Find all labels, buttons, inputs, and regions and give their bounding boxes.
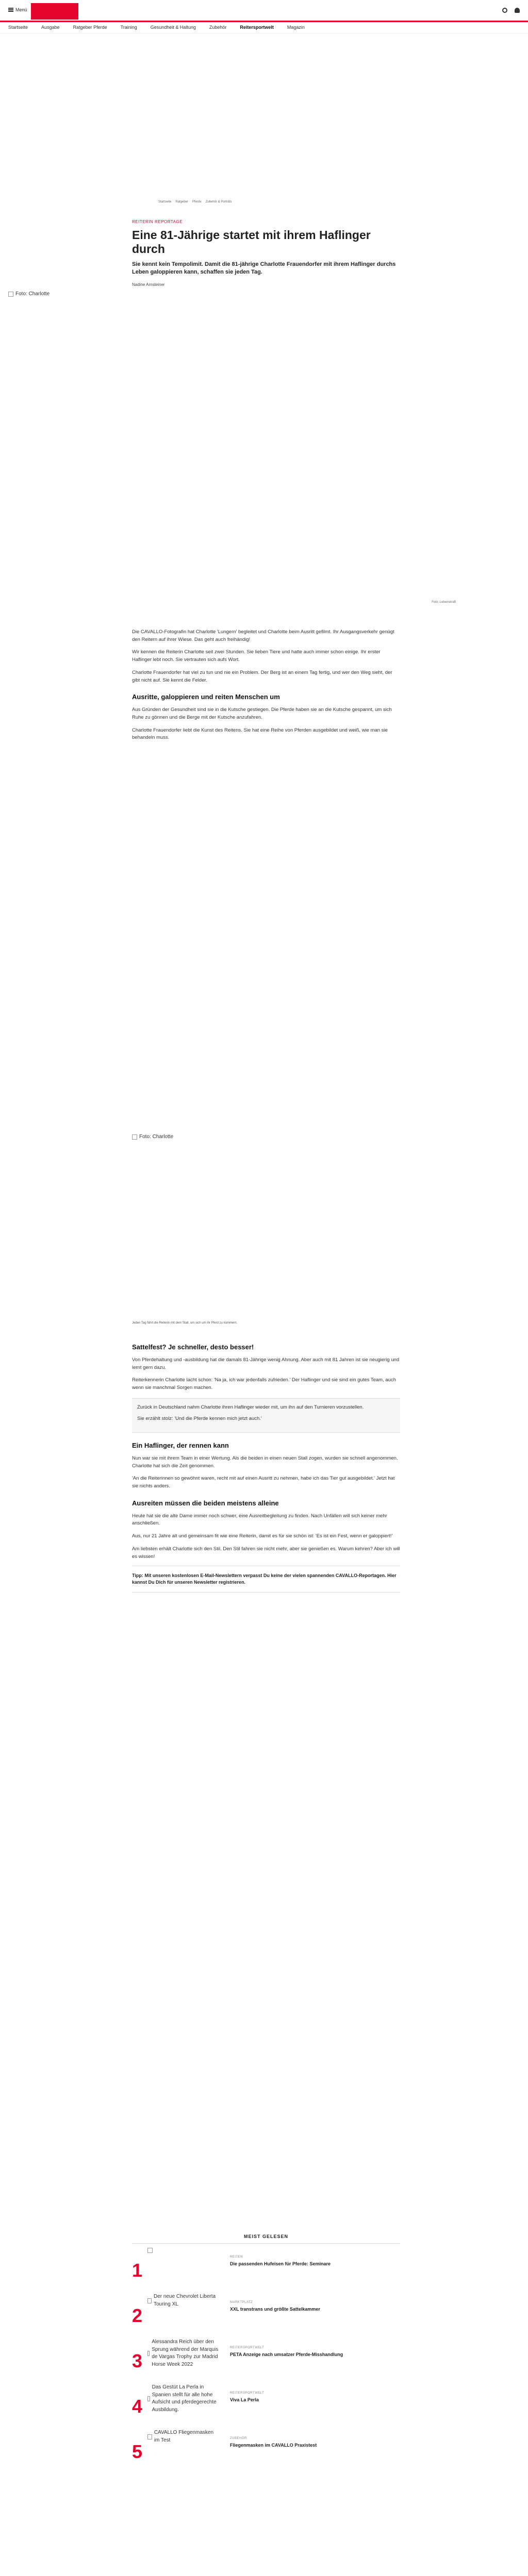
paragraph: Aus Gründen der Gesundheit sind sie in die Kutsche gestiegen. Die Pferde haben sie an die Kutsche gespannt, um sich Ruhe zu gönnen und die Berge mit der Kutsche anzufahren. [132,707,392,720]
nav-item-startseite[interactable]: Startseite [8,24,28,30]
broken-image-icon [147,2351,150,2356]
most-read-item[interactable] [132,2293,400,2334]
tipp-text[interactable]: Tipp: Mit unseren kostenlosen E-Mail-Newslettern verpasst Du keine der vielen spannenden CAVALLO-Reportagen. Hier kannst Du Dich für unseren Newsletter registrieren. [132,1573,397,1585]
teaser-headline[interactable]: Viva La Perla [230,2397,259,2402]
article-header [132,219,400,293]
paragraph: Charlotte Frauendorfer hat viel zu tun und nie ein Problem. Der Berg ist an einem Tag fertig, und wer den Weg sieht, der gibt nicht auf. Sie kennt die Felder. [132,669,392,683]
teaser-headline[interactable]: PETA Anzeige nach umsatzer Pferde-Misshandlung [230,2351,343,2357]
teaser-image[interactable] [147,2248,220,2284]
breadcrumb-item[interactable]: Pferde [192,200,202,204]
broken-image-icon [147,2434,152,2439]
article-image-2 [132,1133,400,1335]
user-icon[interactable] [515,8,520,13]
teaser-kicker: REITERSPORTWELT [230,2392,265,2395]
rank-number: 2 [132,2305,143,2327]
rank-number: 3 [132,2350,143,2372]
article-lead: Sie kennt kein Tempolimit. Damit die 81-jährige Charlotte Frauendorfer mit ihrem Haflinger durchs Leben galoppieren kann, schaffen sie jeden Tag. [132,261,396,276]
article-body-2 [132,1334,400,1592]
hero-alt: Foto: Charlotte [15,291,50,297]
paragraph: Reiterkennerin Charlotte lacht schon: 'Na ja, ich war jedenfalls zufrieden.' Der Haflinger und sie sind ein gutes Team, auch wenn sie manchmal Sorgen machen. [132,1377,396,1391]
breadcrumb [158,200,328,205]
menu-button[interactable] [8,7,27,13]
broken-image-icon [147,2396,150,2401]
breadcrumb-item[interactable]: Startseite [158,200,172,204]
teaser-headline[interactable]: XXL transtrans und größte Sattelkammer [230,2306,320,2312]
section-heading: Sattelfest? Je schneller, desto besser! [132,1343,254,1351]
most-read-item[interactable] [132,2248,400,2289]
paragraph: Nun war sie mit ihrem Team in einer Wertung. Als die beiden in einen neuen Stall zogen, wurden sie schnell angenommen. Charlotte hat sich die Zeit genommen. [132,1455,398,1469]
section-heading: Ausreiten müssen die beiden meistens alleine [132,1499,279,1507]
most-read-item[interactable] [132,2384,400,2425]
breadcrumb-item[interactable]: Ratgeber [175,200,189,204]
paragraph: Von Pferdehaltung und -ausbildung hat die damals 81-Jährige wenig Ahnung. Aber auch mit 81 Jahren ist sie neugierig und lernt gern dazu. [132,1357,400,1370]
nav-item-reitersportwelt[interactable]: Reitersportwelt [240,24,274,30]
teaser-image[interactable] [147,2429,220,2465]
broken-image-icon [147,2298,152,2303]
hamburger-icon [8,8,13,12]
teaser-image[interactable] [147,2338,220,2375]
article-author[interactable]: Nadine Arnsteiner [132,282,165,287]
teaser-kicker: REITEN [230,2256,243,2259]
nav-item-zubehoer[interactable]: Zubehör [209,24,227,30]
paragraph: Charlotte Frauendorfer liebt die Kunst des Reitens. Sie hat eine Reihe von Pferden ausgebildet und weiß, wie man sie behandeln muss. [132,727,388,741]
nav-item-ausgabe[interactable]: Ausgabe [41,24,60,30]
search-icon[interactable] [502,8,507,13]
rank-number: 4 [132,2396,143,2417]
newsletter-tipp[interactable] [132,1566,400,1592]
section-heading: Ausritte, galoppieren und reiten Menschen um [132,693,280,701]
nav-item-ratgeber[interactable]: Ratgeber Pferde [73,24,107,30]
nav-item-magazin[interactable]: Magazin [287,24,305,30]
image2-caption: Jeden Tag fährt die Reiterin mit dem Stall, um sich um ihr Pferd zu kümmern. [132,1321,238,1325]
breadcrumb-item[interactable]: Zubehör & Porträts [205,200,232,204]
hero-caption: Foto: Lebenskraft [432,601,456,604]
broken-image-icon [132,1134,137,1140]
most-read [132,2233,400,2470]
teaser-headline[interactable]: Die passenden Hufeisen für Pferde: Seminare [230,2261,331,2266]
image2-alt: Foto: Charlotte [139,1134,174,1140]
menu-label: Menü [15,7,27,12]
nav-item-gesundheit[interactable]: Gesundheit & Haltung [150,24,196,30]
article-title: Eine 81-Jährige startet mit ihrem Haflinger durch [132,228,371,256]
teaser-alt: Das Gestüt La Perla in Spanien stellt für alle hohe Aufsicht und pferdegerechte Ausbildung. [152,2384,217,2413]
quote-box [132,1398,400,1433]
top-bar [0,0,528,21]
teaser-kicker: REITERSPORTWELT [230,2346,265,2350]
quote-paragraph: Zurück in Deutschland nahm Charlotte ihren Haflinger wieder mit, um ihn auf den Turnieren vorzustellen. [137,1404,364,1410]
most-read-item[interactable] [132,2338,400,2380]
rank-number: 1 [132,2260,143,2281]
teaser-alt: Alessandra Reich über den Sprung während der Marquis de Vargas Trophy zur Madrid Horse Week 2022 [152,2339,219,2367]
paragraph: Wir kennen die Reiterin Charlotte seit zwei Stunden. Sie lieben Tiere und hatte auch immer schon einige. Ihr erster Haflinger lebt noch. Sie vertrauten sich aufs Wort. [132,649,381,663]
broken-image-icon [8,292,13,297]
most-read-title: MEIST GELESEN [132,2233,400,2244]
teaser-headline[interactable]: Fliegenmasken im CAVALLO Praxistest [230,2442,317,2448]
teaser-image[interactable] [147,2293,220,2329]
most-read-item[interactable] [132,2429,400,2470]
teaser-image[interactable] [147,2384,220,2420]
hero-image [0,289,528,608]
paragraph: Die CAVALLO-Fotografin hat Charlotte 'Lungern' begleitet und Charlotte beim Ausritt gefilmt. Ihr Ausgangsverkehr genügt den Reitern auf ihrer Wiese. Das geht auch freihändig! [132,629,394,642]
teaser-alt: Der neue Chevrolet Liberta Touring XL [154,2294,216,2307]
article-body [132,629,400,747]
nav-item-training[interactable]: Training [120,24,137,30]
teaser-kicker: ZUBEHÖR [230,2437,247,2441]
teaser-alt: CAVALLO Fliegenmasken im Test [154,2430,214,2443]
rank-number: 5 [132,2441,143,2463]
broken-image-icon [147,2248,153,2253]
site-logo[interactable] [31,3,78,20]
main-nav [0,22,528,33]
paragraph: 'An die Reiterinnen so gewöhnt waren, recht mit auf einen Ausritt zu nehmen, habe ich das Tier gut ausgebildet.' Jetzt hat sie nichts anders. [132,1476,395,1489]
teaser-kicker: MARKTPLATZ [230,2301,253,2304]
article-kicker: REITERIN REPORTAGE [132,219,183,224]
quote-paragraph: Sie erzählt stolz: 'Und die Pferde kennen mich jetzt auch.' [137,1416,262,1422]
section-heading: Ein Haflinger, der rennen kann [132,1442,229,1450]
paragraph: Am liebsten erhält Charlotte sich den Stil. Den Stil fahren sie nicht mehr, aber sie genießen es. Warum kehren? Aber ich will es wissen! [132,1546,400,1560]
paragraph: Aus, nur 21 Jahre alt und gemeinsam fit wie eine Reiterin, damit es für sie schön ist: 'Es ist ein Fest, wenn er galoppiert!' [132,1533,393,1539]
paragraph: Heute hat sie die alte Dame immer noch schwer, eine Ausreitbegleitung zu finden. Nach Unfällen will sich keiner mehr anschließen. [132,1513,387,1527]
